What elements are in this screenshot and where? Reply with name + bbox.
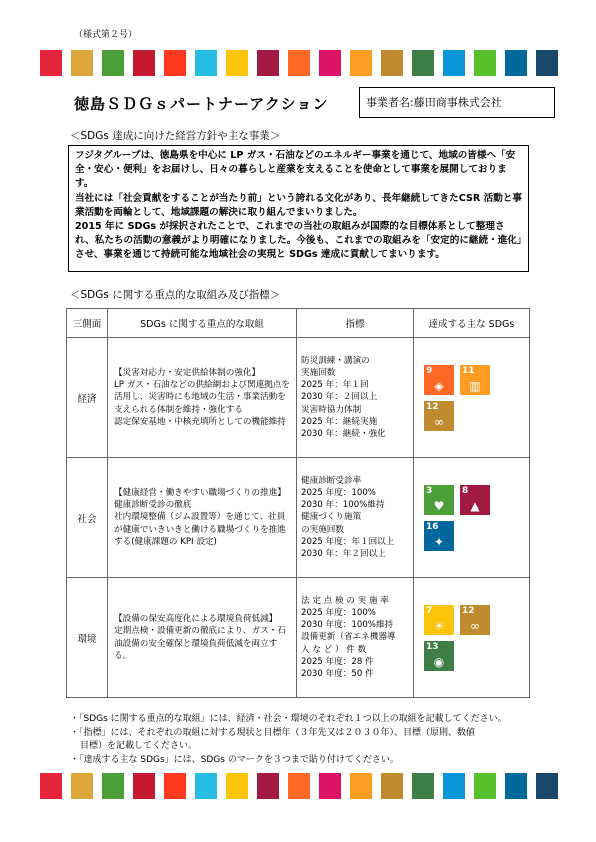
sdg-goal-3-heartbeat-icon [424,485,454,515]
eye-globe-icon: ◉ [433,654,445,669]
indicator-line: 健康診断受診率 [301,475,362,486]
action-line: 【設備の保安高度化による環境負荷低減】 [114,614,278,625]
color-square [133,773,155,799]
color-square [71,773,93,799]
color-square [257,773,279,799]
action-cell [108,578,297,698]
action-line: 【災害対応力・安定供給体制の強化】 [114,367,261,378]
note-line: ・「達成する主な SDGs」には、SDGs のマークを３つまで貼り付けてください。 [70,754,399,765]
sdg-goal-icons [424,365,528,431]
heartbeat-icon: ♥ [433,498,445,513]
action-line: 定期点検・設備更新の徹底により、ガス・石油設備の安全確保と環境負荷低減を両立する。 [114,626,286,661]
city-icon: ▥ [469,378,481,393]
indicator-line: 災害時協力体制 [301,404,362,415]
color-square [164,773,186,799]
sdg-color-bar-top [40,50,558,76]
column-header-action: SDGs に関する重点的な取組 [108,309,297,338]
color-square [40,50,62,76]
dove-icon: ✦ [433,534,445,549]
sdg-goal-icons [424,485,528,551]
sdg-goal-12-infinity-icon [424,401,454,431]
color-square [288,773,310,799]
sdg-goal-9-industry-icon [424,365,454,395]
indicator-line: 2025 年度：100% [301,607,376,618]
sun-icon: ☀ [433,618,445,633]
color-square [133,50,155,76]
color-square [505,773,527,799]
color-square [474,773,496,799]
sdg-goal-11-city-icon [460,365,490,395]
color-square [381,50,403,76]
sdg-color-bar-bottom [40,773,558,799]
column-header-indicator: 指標 [297,309,414,338]
sdg-goal-7-sun-icon [424,605,454,635]
sdg-goal-number: 7 [426,605,433,616]
color-square [536,773,558,799]
goals-cell [414,338,530,458]
policy-paragraph: 当社には「社会貢献をすることが当たり前」という誇れる文化があり、長年継続してきたCSR 活動と事業活動を両輪として、地域課題の解決に取り組んでまいりました。 [75,192,522,218]
company-name-box: 事業者名:藤田商事株式会社 [359,87,555,118]
color-square [412,50,434,76]
indicator-line: 2025 年：年１回 [301,380,369,391]
color-square [226,773,248,799]
color-square [381,773,403,799]
instruction-notes [70,713,507,767]
aspect-cell: 環境 [67,578,108,698]
sdg-goal-number: 9 [426,365,433,376]
color-square [350,773,372,799]
growth-chart-icon: ▲ [470,498,480,513]
column-header-aspect: 三側面 [67,309,108,338]
sdg-goal-number: 16 [426,521,439,532]
sdg-goal-number: 12 [426,401,439,412]
table-row-society [67,458,530,578]
action-line: 社内環境整備（ジム設置等）を通じて、社員が健康でいきいきと働ける職場づくりを推進する(健康課題の KPI 設定) [114,512,286,547]
sdg-goal-number: 12 [462,605,475,616]
column-header-goals: 達成する主な SDGs [414,309,530,338]
sdg-goal-icons [424,605,528,671]
action-line: 【健康経営・働きやすい職場づくりの推進】 [114,487,286,498]
indicator-line: 2030 年：100%維持 [301,500,385,511]
action-cell [108,338,297,458]
infinity-icon: ∞ [470,618,480,633]
color-square [319,773,341,799]
sdg-goal-number: 11 [462,365,475,376]
aspect-cell: 社会 [67,458,108,578]
form-number: （様式第２号） [74,30,138,40]
action-line: 認定保安基地・中核充填所としての機能維持 [114,416,286,427]
table-row-environment [67,578,530,698]
color-square [257,50,279,76]
indicator-cell [297,338,414,458]
industry-icon: ◈ [434,378,444,393]
table-row-economy [67,338,530,458]
indicator-line: の実施回数 [301,524,344,535]
policy-box [68,145,529,272]
indicator-line: 設備更新（省エネ機器導 [301,632,396,643]
color-square [443,50,465,76]
sdg-goal-number: 3 [426,485,433,496]
color-square [164,50,186,76]
color-square [195,773,217,799]
color-square [350,50,372,76]
color-square [536,50,558,76]
sdg-goal-8-growth-chart-icon [460,485,490,515]
indicator-line: 2030 年度：100%維持 [301,620,394,631]
goals-cell [414,458,530,578]
color-square [443,773,465,799]
sdgs-action-table [66,308,530,698]
color-square [319,50,341,76]
indicator-line: 入 な ど ） 件 数 [301,644,367,655]
indicator-line: 2030 年：年２回以上 [301,549,386,559]
policy-heading: ＜SDGs 達成に向けた経営方針や主な事業＞ [70,130,281,142]
sdg-goal-13-eye-globe-icon [424,641,454,671]
color-square [505,50,527,76]
indicator-line: 防災訓練・講演の [301,355,370,366]
indicator-line: 2030 年：２回以上 [301,392,378,403]
table-header-row [67,309,530,338]
indicator-line: 2030 年：継続・強化 [301,429,386,439]
policy-paragraph: フジタグループは、徳島県を中心に LP ガス・石油などのエネルギー事業を通じて、地域の皆様へ「安全・安心・便利」をお届けし、日々の暮らしと産業を支えることを使命として事業を展開しております。 [75,150,516,190]
color-square [195,50,217,76]
note-line: ・「SDGs に関する重点的な取組」には、経済・社会・環境のそれぞれ１つ以上の取組を記載してください。 [70,714,507,724]
policy-paragraph: 2015 年に SDGs が採択されたことで、これまでの当社の取組みが国際的な目標体系として整理され、私たちの活動の意義がより明確になりました。今後も、これまでの取組みを「安定的に継続・進化」させ、事業を通じて持続可能な地域社会の実現と SDGs 達成に貢献してまいります。 [75,221,522,261]
color-square [102,773,124,799]
color-square [226,50,248,76]
sdg-goal-12-infinity-icon [460,605,490,635]
indicator-line: 2030 年度：50 件 [301,669,374,679]
action-cell [108,458,297,578]
indicator-line: 2025 年度：年１回以上 [301,536,395,547]
indicator-line: 法 定 点 検 の 実 施 率 [301,595,389,606]
color-square [474,50,496,76]
indicator-cell [297,578,414,698]
goals-cell [414,578,530,698]
action-line: 健康診断受診の徹底 [114,500,192,511]
color-square [288,50,310,76]
action-line: LP ガス・石油などの供給網および関連拠点を活用し、災害時にも地域の生活・事業活動を支えられる体制を維持・強化する [114,380,290,415]
color-square [40,773,62,799]
note-line: ・「指標」には、それぞれの取組に対する現状と目標年（３年先又は２０３０年）、目標（原則、数値 [70,727,476,738]
sdg-goal-16-dove-icon [424,521,454,551]
indicator-line: 2025 年度：28 件 [301,656,374,667]
indicator-line: 実施回数 [301,367,336,378]
color-square [102,50,124,76]
sdg-goal-number: 8 [462,485,469,496]
indicator-line: 2025 年度：100% [301,487,376,498]
sdg-goal-number: 13 [426,641,439,652]
infinity-icon: ∞ [434,414,444,429]
color-square [71,50,93,76]
indicator-cell [297,458,414,578]
color-square [412,773,434,799]
aspect-cell: 経済 [67,338,108,458]
indicator-line: 2025 年：継続実施 [301,416,378,427]
indicator-line: 健康づくり施策 [301,512,362,523]
note-line: 目標）を記載してください。 [80,741,198,751]
page-title: 徳島ＳＤＧｓパートナーアクション [74,95,329,113]
focus-heading: ＜SDGs に関する重点的な取組み及び指標＞ [70,289,281,301]
